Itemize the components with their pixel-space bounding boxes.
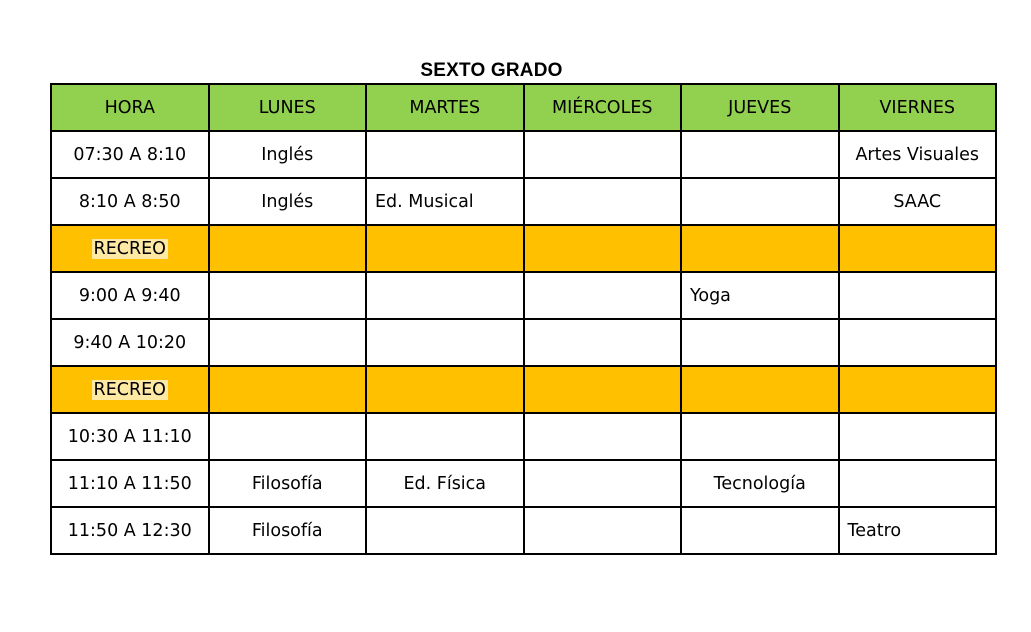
header-jueves: JUEVES (681, 84, 839, 131)
cell-hora: 9:40 A 10:20 (51, 319, 209, 366)
cell-miercoles (524, 178, 682, 225)
cell-viernes: Artes Visuales (839, 131, 997, 178)
cell-lunes (209, 272, 367, 319)
cell-hora: 9:00 A 9:40 (51, 272, 209, 319)
header-miercoles: MIÉRCOLES (524, 84, 682, 131)
cell-jueves (681, 131, 839, 178)
cell-martes: Ed. Musical (366, 178, 524, 225)
cell-jueves (681, 319, 839, 366)
table-row (51, 413, 996, 460)
cell-jueves (681, 178, 839, 225)
page-title: SEXTO GRADO (420, 60, 563, 81)
break-row (51, 366, 996, 413)
cell-viernes: SAAC (839, 178, 997, 225)
cell-lunes: Inglés (209, 178, 367, 225)
cell-viernes (839, 413, 997, 460)
header-row (51, 84, 996, 131)
cell-lunes (209, 413, 367, 460)
cell-miercoles (524, 272, 682, 319)
cell-break (366, 366, 524, 413)
cell-hora-break (51, 225, 209, 272)
cell-jueves (681, 507, 839, 554)
cell-miercoles (524, 319, 682, 366)
cell-martes (366, 319, 524, 366)
table-row (51, 507, 996, 554)
cell-martes: Ed. Física (366, 460, 524, 507)
table-row (51, 178, 996, 225)
cell-hora: 11:50 A 12:30 (51, 507, 209, 554)
cell-martes (366, 507, 524, 554)
cell-martes (366, 272, 524, 319)
cell-miercoles (524, 413, 682, 460)
cell-martes (366, 131, 524, 178)
cell-jueves: Yoga (681, 272, 839, 319)
break-label: RECREO (93, 238, 166, 259)
cell-hora: 11:10 A 11:50 (51, 460, 209, 507)
header-lunes: LUNES (209, 84, 367, 131)
cell-break (209, 225, 367, 272)
cell-viernes (839, 460, 997, 507)
break-label: RECREO (93, 379, 166, 400)
table-row (51, 460, 996, 507)
cell-lunes (209, 319, 367, 366)
table-row (51, 272, 996, 319)
schedule-table (50, 83, 997, 555)
header-martes: MARTES (366, 84, 524, 131)
break-row (51, 225, 996, 272)
header-viernes: VIERNES (839, 84, 997, 131)
cell-hora-break (51, 366, 209, 413)
cell-break (209, 366, 367, 413)
cell-break (524, 225, 682, 272)
cell-viernes: Teatro (839, 507, 997, 554)
cell-viernes (839, 272, 997, 319)
cell-miercoles (524, 507, 682, 554)
table-row (51, 319, 996, 366)
cell-break (681, 366, 839, 413)
header-hora: HORA (51, 84, 209, 131)
cell-break (681, 225, 839, 272)
cell-jueves: Tecnología (681, 460, 839, 507)
cell-miercoles (524, 460, 682, 507)
cell-break (839, 225, 997, 272)
cell-hora: 8:10 A 8:50 (51, 178, 209, 225)
cell-martes (366, 413, 524, 460)
cell-break (839, 366, 997, 413)
cell-jueves (681, 413, 839, 460)
cell-hora: 10:30 A 11:10 (51, 413, 209, 460)
cell-break (366, 225, 524, 272)
cell-break (524, 366, 682, 413)
table-row (51, 131, 996, 178)
cell-viernes (839, 319, 997, 366)
cell-miercoles (524, 131, 682, 178)
cell-lunes: Filosofía (209, 507, 367, 554)
cell-lunes: Filosofía (209, 460, 367, 507)
cell-lunes: Inglés (209, 131, 367, 178)
cell-hora: 07:30 A 8:10 (51, 131, 209, 178)
